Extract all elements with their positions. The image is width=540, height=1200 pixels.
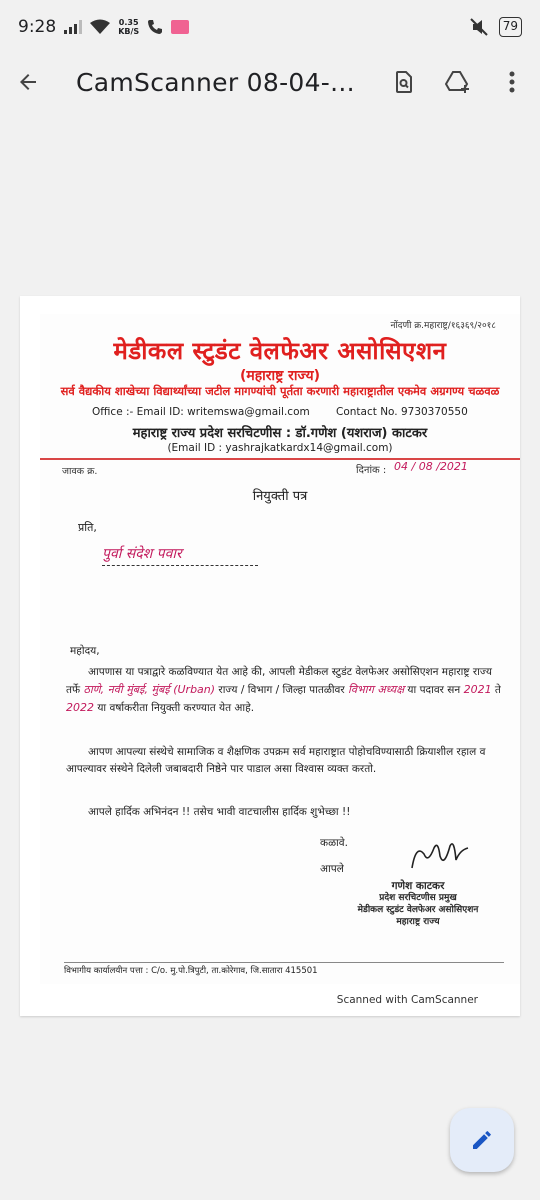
- signatory-organization: मेडीकल स्टुडंट वेलफेअर असोसिएशन: [357, 905, 479, 915]
- signatory-name: गणेश काटकर: [391, 880, 445, 892]
- document-title: CamScanner 08-04-...: [76, 67, 355, 97]
- registration-number: नोंदणी क्र.महाराष्ट्र/१६३६९/२०१८: [390, 321, 496, 331]
- organization-tagline: सर्व वैद्यकीय शाखेच्या विद्यार्थ्यांच्या जटील मागण्यांची पूर्तता करणारी महाराष्ट्रातील एकमेव अग्रगण्य चळवळ: [60, 384, 500, 398]
- date-value: 04 / 08 /2021: [394, 460, 468, 473]
- search-in-document-button[interactable]: [390, 68, 418, 96]
- signal-icon: [64, 20, 82, 34]
- search-in-document-icon: [392, 70, 416, 94]
- closing-yours: आपले: [320, 863, 344, 875]
- appointment-year-to: 2022: [66, 701, 94, 714]
- edit-fab-button[interactable]: [450, 1108, 514, 1172]
- office-address: विभागीय कार्यालयीन पत्ता : C/o. मु.पो.त्रिपुटी, ता.कोरेगाव, जि.सातारा 415501: [64, 962, 504, 976]
- closing-regards: कळावे.: [320, 837, 348, 849]
- arrow-left-icon: [16, 70, 40, 94]
- organization-state: (महाराष्ट्र राज्य): [239, 368, 321, 384]
- call-icon: [147, 19, 163, 35]
- add-to-drive-icon: [445, 70, 471, 94]
- congratulations-paragraph: आपले हार्दिक अभिनंदन !! तसेच भावी वाटचालीस हार्दिक शुभेच्छा !!: [88, 806, 351, 818]
- signatory-title: प्रदेश सरचिटणीस प्रमुख: [379, 893, 457, 903]
- battery-icon: 79: [499, 17, 522, 37]
- document-page[interactable]: [20, 296, 520, 1016]
- outward-number-label: जावक क्र.: [62, 466, 98, 477]
- back-button[interactable]: [14, 68, 42, 96]
- organization-name: मेडीकल स्टुडंट वेलफेअर असोसिएशन: [113, 337, 447, 365]
- contact-number: Contact No. 9730370550: [336, 406, 468, 418]
- signature-block: [330, 880, 506, 928]
- secretary-email: (Email ID : yashrajkatkardx14@gmail.com): [167, 442, 393, 454]
- recipient-name: पुर्वा संदेश पवार: [102, 544, 258, 566]
- status-time: 9:28: [18, 17, 57, 37]
- mute-icon: [469, 18, 489, 36]
- app-bar: [0, 54, 540, 110]
- pencil-icon: [470, 1128, 494, 1152]
- appointment-paragraph: आपणास या पत्राद्वारे कळविण्यात येत आहे की, आपली मेडीकल स्टुडंट वेलफेअर असोसिएशन महाराष्ट्र राज्य तर्फे ठाणे, नवी मुंबई, मुंबई (Urban) राज्य / विभाग / जिल्हा पातळीवर विभाग अध्यक्ष या पदावर सन 2021 ते 2022 या वर्षाकरीता नियुक्ती करण्यात येत आहे.: [66, 666, 501, 714]
- letter-title: नियुक्ती पत्र: [252, 489, 308, 504]
- add-to-drive-button[interactable]: [444, 68, 472, 96]
- appointment-post: विभाग अध्यक्ष: [348, 683, 405, 696]
- appointment-region: ठाणे, नवी मुंबई, मुंबई (Urban): [83, 683, 216, 696]
- scanned-with-label: Scanned with CamScanner: [336, 994, 478, 1006]
- state-secretary: महाराष्ट्र राज्य प्रदेश सरचिटणीस : डॉ.गणेश (यशराज) काटकर: [132, 426, 428, 441]
- recipient-label: प्रति,: [78, 521, 97, 534]
- more-vert-icon: [509, 71, 515, 93]
- responsibility-paragraph: आपण आपल्या संस्थेचे सामाजिक व शैक्षणिक उपक्रम सर्व महाराष्ट्रात पोहोचविण्यासाठी क्रियाशील रहाल व आपल्यावर संस्थेने दिलेली जबाबदारी निष्ठेने पार पाडाल असा विश्वास व्यक्त करतो.: [66, 746, 486, 775]
- salutation: महोदय,: [70, 645, 100, 657]
- office-email: Office :- Email ID: writemswa@gmail.com: [92, 406, 310, 418]
- status-bar: [0, 0, 540, 54]
- notification-app-icon: [171, 20, 189, 34]
- net-speed: 0.35 KB/S: [118, 18, 140, 36]
- letter-sheet: [40, 314, 520, 1006]
- signature-image: [406, 838, 476, 878]
- more-options-button[interactable]: [498, 68, 526, 96]
- appointment-year-from: 2021: [463, 683, 492, 696]
- date-label: दिनांक :: [356, 465, 387, 476]
- wifi-icon: [90, 19, 110, 35]
- signatory-state: महाराष्ट्र राज्य: [396, 917, 440, 927]
